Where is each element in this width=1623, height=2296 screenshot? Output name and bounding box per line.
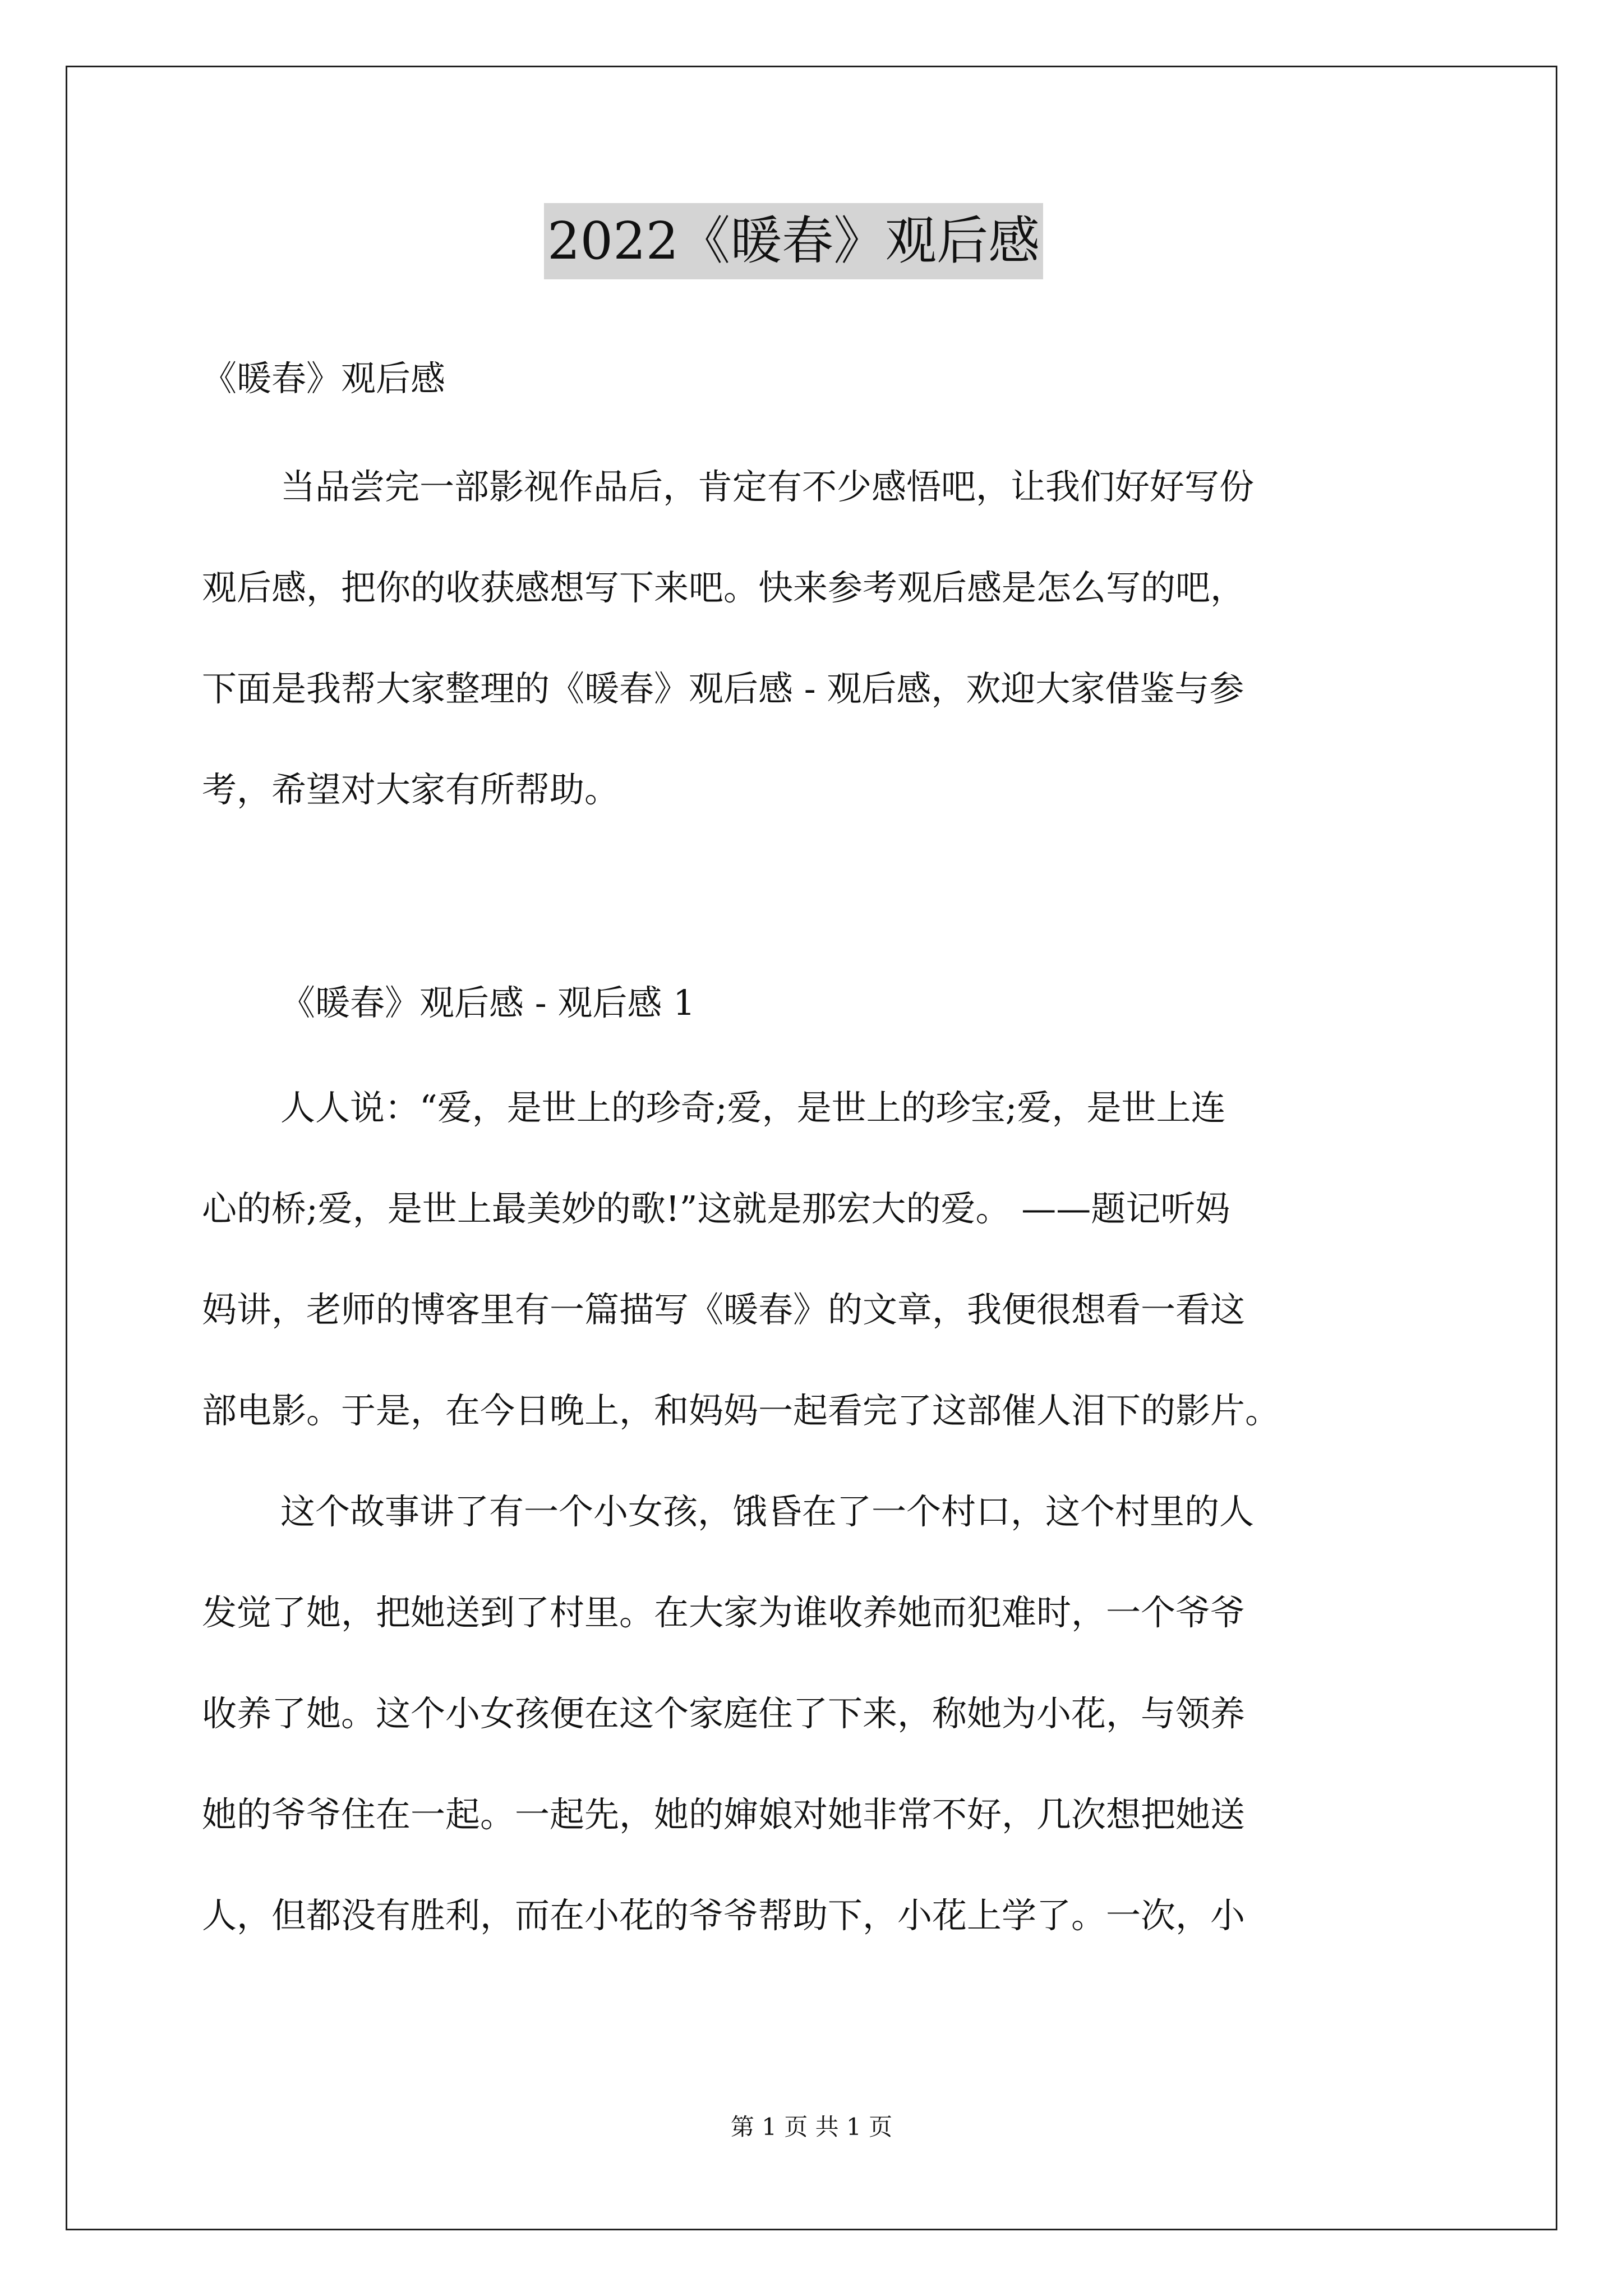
- paragraph-line: 心的桥;爱，是世上最美妙的歌!”这就是那宏大的爱。 ——题记听妈: [202, 1188, 1230, 1229]
- paragraph-line: 妈讲，老师的博客里有一篇描写《暖春》的文章，我便很想看一看这: [202, 1289, 1246, 1330]
- paragraph-line: 部电影。于是，在今日晚上，和妈妈一起看完了这部催人泪下的影片。: [202, 1390, 1280, 1431]
- intro-line: 考，希望对大家有所帮助。: [202, 769, 620, 810]
- intro-line: 当品尝完一部影视作品后，肯定有不少感悟吧，让我们好好写份: [280, 466, 1255, 507]
- paragraph-line: 她的爷爷住在一起。一起先，她的婶娘对她非常不好，几次想把她送: [202, 1794, 1246, 1835]
- paragraph-line: 这个故事讲了有一个小女孩，饿昏在了一个村口，这个村里的人: [280, 1491, 1255, 1532]
- intro-line: 下面是我帮大家整理的《暖春》观后感 - 观后感，欢迎大家借鉴与参: [202, 668, 1244, 709]
- paragraph-line: 发觉了她，把她送到了村里。在大家为谁收养她而犯难时，一个爷爷: [202, 1592, 1246, 1633]
- intro-line: 观后感，把你的收获感想写下来吧。快来参考观后感是怎么写的吧，: [202, 567, 1246, 608]
- section-heading: 《暖春》观后感 - 观后感 1: [280, 982, 695, 1023]
- document-title: 2022《暖春》观后感: [544, 203, 1043, 279]
- page-footer: 第 1 页 共 1 页: [730, 2113, 893, 2141]
- document-subtitle: 《暖春》观后感: [202, 358, 446, 399]
- paragraph-line: 收养了她。这个小女孩便在这个家庭住了下来，称她为小花，与领养: [202, 1693, 1246, 1734]
- paragraph-line: 人人说：“爱，是世上的珍奇;爱，是世上的珍宝;爱，是世上连: [280, 1087, 1226, 1128]
- paragraph-line: 人，但都没有胜利，而在小花的爷爷帮助下，小花上学了。一次，小: [202, 1895, 1246, 1936]
